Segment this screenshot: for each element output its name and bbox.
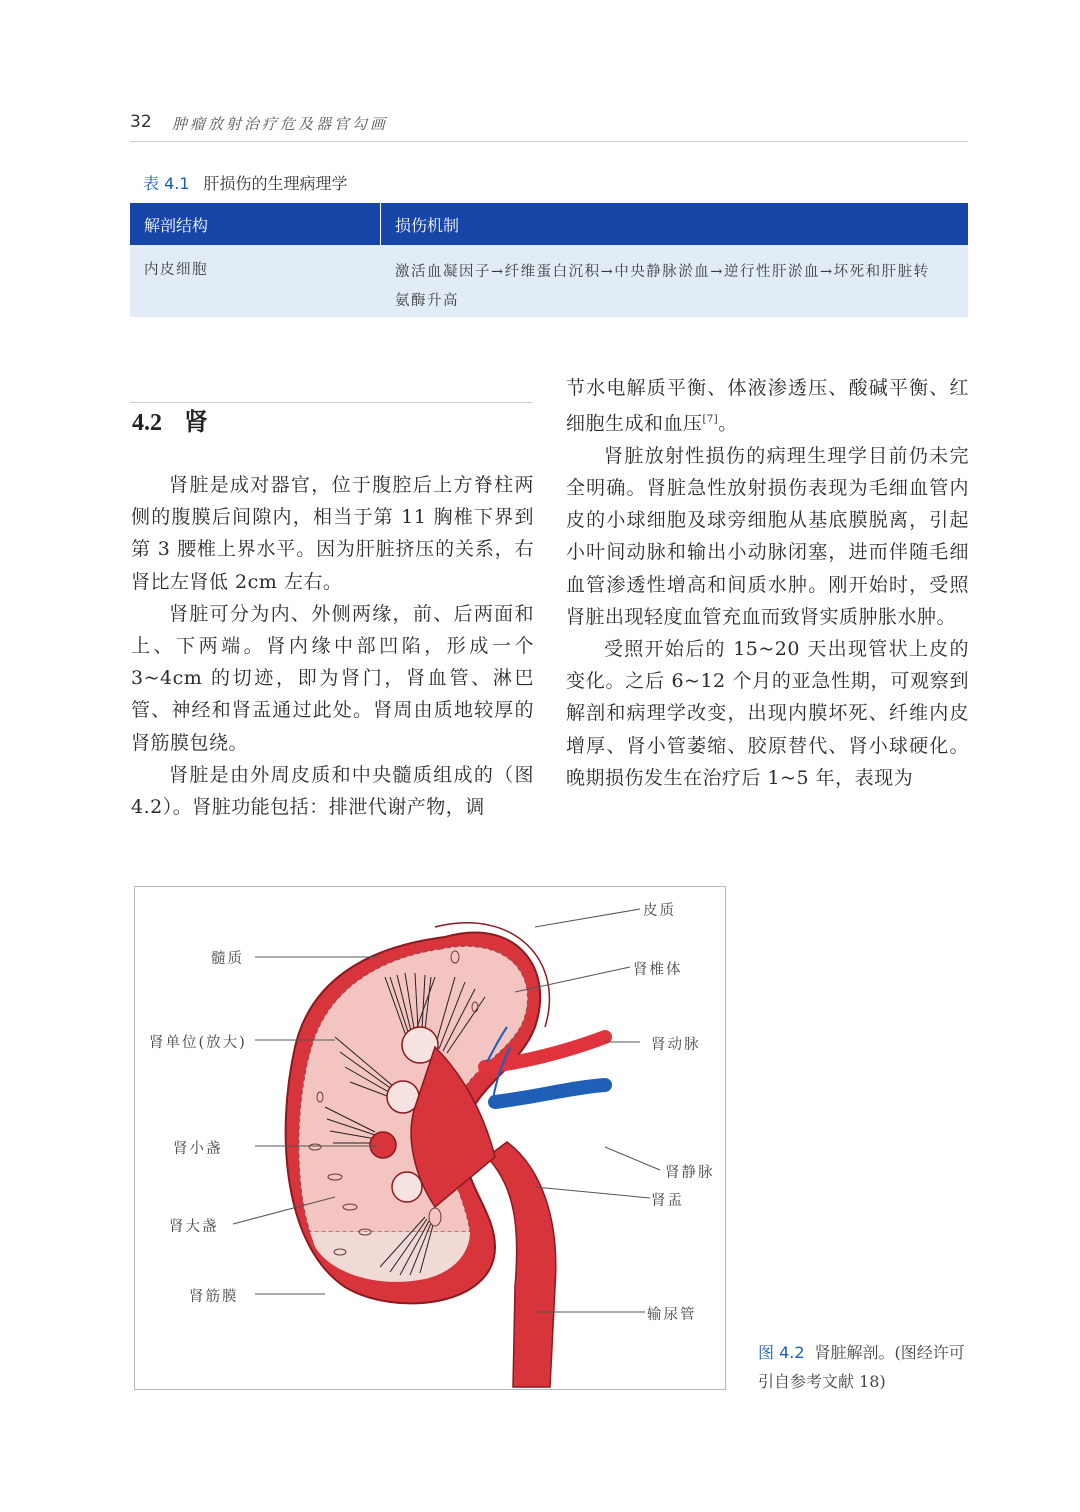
minor-calyx <box>370 1132 396 1158</box>
continuation-end: 。 <box>718 412 738 435</box>
ureter <box>487 1142 556 1387</box>
label-ureter: 输尿管 <box>647 1307 697 1323</box>
label-medulla: 髓质 <box>211 951 244 967</box>
page-number: 32 <box>130 112 152 132</box>
figure-number: 图 4.2 <box>758 1343 805 1362</box>
table-caption <box>143 171 348 194</box>
label-renal-pelvis: 肾盂 <box>651 1193 684 1209</box>
paragraph: 肾脏放射性损伤的病理生理学目前仍未完全明确。肾脏急性放射损伤表现为毛细血管内皮的小球细胞及球旁细胞从基底膜脱离，引起小叶间动脉和输出小动脉闭塞，进而伴随毛细血管渗透性增高和间质水肿。刚开始时，受照肾脏出现轻度血管充血而致肾实质肿胀水肿。 <box>566 444 969 628</box>
table-title: 肝损伤的生理病理学 <box>203 174 348 193</box>
label-renal-fascia: 肾筋膜 <box>189 1289 239 1305</box>
paragraph: 肾脏是由外周皮质和中央髓质组成的（图 4.2）。肾脏功能包括：排泄代谢产物，调 <box>131 763 534 819</box>
paragraph: 肾脏是成对器官，位于腹腔后上方脊柱两侧的腹膜后间隙内，相当于第 11 胸椎下界到第 3 腰椎上界水平。因为肝脏挤压的关系，右肾比左肾低 2cm 左右。 <box>131 474 534 593</box>
section-heading <box>132 402 208 437</box>
paragraph: 肾脏可分为内、外侧两缘，前、后两面和上、下两端。肾内缘中部凹陷，形成一个 3~4cm 的切迹，即为肾门，肾血管、淋巴管、神经和肾盂通过此处。肾周由质地较厚的肾筋膜包绕。 <box>131 602 534 754</box>
kidney-anatomy-figure <box>134 886 726 1390</box>
reference-mark: [7] <box>702 414 719 426</box>
renal-vein <box>495 1085 605 1102</box>
table-header-cell: 损伤机制 <box>395 215 460 235</box>
label-minor-calyx: 肾小盏 <box>173 1141 223 1157</box>
table-header-row <box>130 203 968 245</box>
figure-caption-text: 肾脏解剖。(图经许可引自参考文献 18) <box>758 1343 965 1391</box>
table-cell-structure: 内皮细胞 <box>144 262 208 278</box>
text-column-left <box>131 469 534 823</box>
table-number: 表 4.1 <box>143 174 190 193</box>
label-cortex: 皮质 <box>643 903 676 919</box>
paragraph-continuation <box>566 372 969 440</box>
running-title: 肿瘤放射治疗危及器官勾画 <box>172 115 389 133</box>
table-row <box>130 245 968 317</box>
figure-caption <box>758 1338 978 1396</box>
text-column-right <box>566 372 969 794</box>
table-cell-mechanism: 激活血凝因子→纤维蛋白沉积→中央静脉淤血→逆行性肝淤血→坏死和肝脏转氨酶升高 <box>395 264 930 309</box>
label-renal-vein: 肾静脉 <box>665 1165 715 1181</box>
continuation-text: 节水电解质平衡、体液渗透压、酸碱平衡、红细胞生成和血压 <box>566 377 969 435</box>
label-major-calyx: 肾大盏 <box>169 1219 219 1235</box>
header-divider <box>130 141 968 142</box>
table-header-cell: 解剖结构 <box>130 203 381 245</box>
paragraph: 受照开始后的 15~20 天出现管状上皮的变化。之后 6~12 个月的亚急性期，可观察到解剖和病理学改变，出现内膜坏死、纤维内皮增厚、肾小管萎缩、胶原替代、肾小球硬化。晚期损伤发生在治疗后 1~5 年，表现为 <box>566 637 969 789</box>
pathophysiology-table <box>130 203 968 317</box>
label-nephron: 肾单位(放大) <box>149 1035 247 1051</box>
section-number: 4.2 <box>132 410 162 436</box>
minor-calyx <box>392 1172 422 1202</box>
label-renal-pyramid: 肾椎体 <box>633 962 683 978</box>
section-title: 肾 <box>184 407 208 436</box>
label-renal-artery: 肾动脉 <box>651 1037 701 1053</box>
